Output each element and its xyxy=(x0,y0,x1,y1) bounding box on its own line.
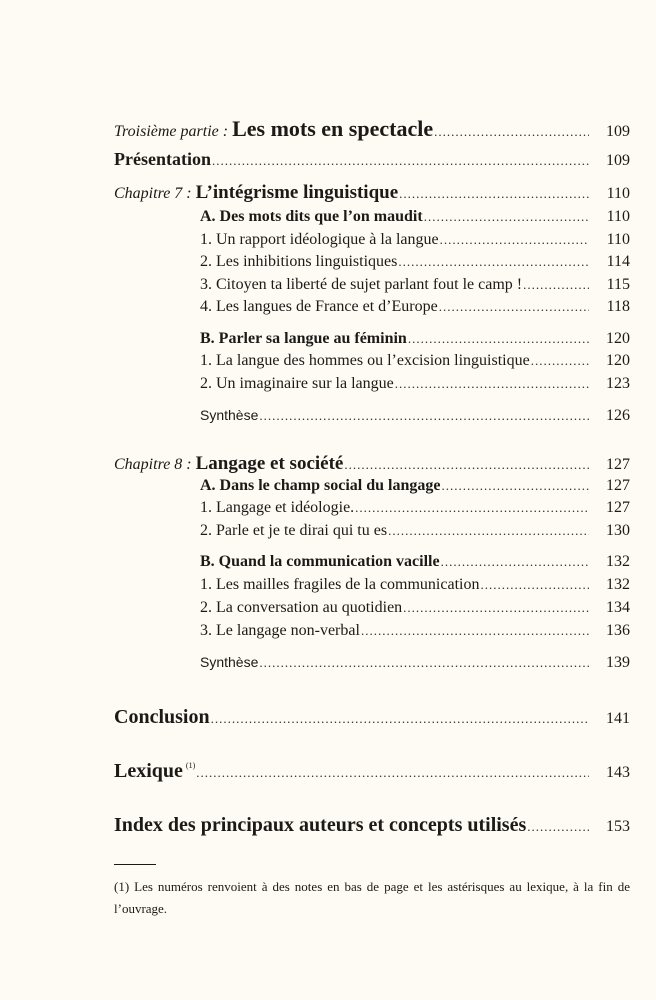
dot-leader xyxy=(441,477,589,495)
dot-leader xyxy=(440,231,589,249)
item-title: 2. La conversation au quotidien xyxy=(200,599,403,616)
toc-entry-item xyxy=(200,276,630,294)
dot-leader xyxy=(344,456,589,474)
footnote-text: (1) Les numéros renvoient à des notes en bas de page et les astérisques au lexique, à la fin de l’ouvrage. xyxy=(114,879,630,916)
page-number: 127 xyxy=(606,477,630,494)
item-title: 1. La langue des hommes ou l’excision linguistique xyxy=(200,352,530,369)
item-title: 1. Les mailles fragiles de la communication xyxy=(200,576,480,593)
page-number: 153 xyxy=(606,818,630,835)
page-number: 110 xyxy=(606,185,630,202)
dot-leader xyxy=(398,253,589,271)
page-number: 127 xyxy=(606,499,630,516)
toc-entry-item xyxy=(200,253,630,271)
section-title: A. Dans le champ social du langage xyxy=(200,477,441,494)
dot-leader xyxy=(361,622,589,640)
page-number: 141 xyxy=(606,710,630,727)
dot-leader xyxy=(196,764,589,782)
chapter-title: Langage et société xyxy=(195,453,344,474)
toc-entry-item xyxy=(200,499,630,517)
page-number: 130 xyxy=(606,522,630,539)
toc-entry-presentation xyxy=(114,150,630,170)
toc-entry-section xyxy=(200,208,630,226)
index-title: Index des principaux auteurs et concepts utilisés xyxy=(114,814,527,836)
toc-entry-section xyxy=(200,330,630,348)
toc-entry-chapter-8 xyxy=(114,454,630,475)
dot-leader xyxy=(399,185,589,203)
footnote-divider xyxy=(114,864,156,865)
dot-leader xyxy=(408,330,589,348)
synthese-title: Synthèse xyxy=(200,407,259,423)
toc-entry-index xyxy=(114,814,630,836)
toc-entry-section xyxy=(200,477,630,495)
conclusion-title: Conclusion xyxy=(114,706,210,728)
toc-entry-item xyxy=(200,231,630,249)
page-number: 132 xyxy=(606,553,630,570)
toc-entry-item xyxy=(200,352,630,370)
page-number: 109 xyxy=(606,152,630,169)
page-number: 132 xyxy=(606,576,630,593)
lexique-title: Lexique xyxy=(114,760,183,782)
dot-leader xyxy=(259,654,589,672)
page-number: 120 xyxy=(606,330,630,347)
toc-entry-part xyxy=(114,117,630,141)
dot-leader xyxy=(480,576,589,594)
item-title: 1. Langage et idéologie. xyxy=(200,499,355,516)
page-number: 118 xyxy=(606,298,630,315)
footnote-marker: (1) xyxy=(185,761,196,770)
dot-leader xyxy=(439,298,589,316)
chapter-prefix: Chapitre 8 : xyxy=(114,456,192,473)
item-title: 3. Citoyen ta liberté de sujet parlant fout le camp ! xyxy=(200,276,523,293)
page-number: 120 xyxy=(606,352,630,369)
page-number: 126 xyxy=(606,407,630,424)
dot-leader xyxy=(527,818,589,836)
toc-entry-item xyxy=(200,576,630,594)
page-number: 110 xyxy=(606,231,630,248)
toc-entry-item xyxy=(200,522,630,540)
synthese-title: Synthèse xyxy=(200,654,259,670)
page-number: 109 xyxy=(606,123,630,140)
dot-leader xyxy=(434,123,589,141)
page-number: 110 xyxy=(606,208,630,225)
item-title: 2. Parle et je te dirai qui tu es xyxy=(200,522,388,539)
section-title: B. Parler sa langue au féminin xyxy=(200,330,407,347)
dot-leader xyxy=(388,522,589,540)
page-number: 139 xyxy=(606,654,630,671)
dot-leader xyxy=(531,352,589,370)
item-title: 3. Le langage non-verbal xyxy=(200,622,360,639)
toc-entry-item xyxy=(200,622,630,640)
toc-entry-lexique xyxy=(114,760,630,782)
part-prefix: Troisième partie : xyxy=(114,123,229,140)
toc-entry-item xyxy=(200,599,630,617)
toc-entry-section xyxy=(200,553,630,571)
dot-leader xyxy=(259,407,589,425)
presentation-title: Présentation xyxy=(114,149,211,169)
dot-leader xyxy=(355,499,589,517)
page-number: 143 xyxy=(606,764,630,781)
page-number: 136 xyxy=(606,622,630,639)
dot-leader xyxy=(403,599,589,617)
toc-entry-item xyxy=(200,375,630,393)
toc-entry-chapter-7 xyxy=(114,183,630,204)
page-number: 123 xyxy=(606,375,630,392)
dot-leader xyxy=(523,276,589,294)
page-number: 134 xyxy=(606,599,630,616)
page-number: 127 xyxy=(606,456,630,473)
chapter-prefix: Chapitre 7 : xyxy=(114,185,192,202)
chapter-title: L’intégrisme linguistique xyxy=(195,182,399,203)
dot-leader xyxy=(424,208,589,226)
dot-leader xyxy=(441,553,589,571)
toc-entry-synthese xyxy=(200,654,630,672)
dot-leader xyxy=(212,152,589,170)
toc-entry-synthese xyxy=(200,407,630,425)
dot-leader xyxy=(395,375,589,393)
item-title: 2. Les inhibitions linguistiques xyxy=(200,253,398,270)
item-title: 4. Les langues de France et d’Europe xyxy=(200,298,438,315)
section-title: A. Des mots dits que l’on maudit xyxy=(200,208,423,225)
dot-leader xyxy=(211,710,589,728)
item-title: 2. Un imaginaire sur la langue xyxy=(200,375,394,392)
toc-entry-conclusion xyxy=(114,706,630,728)
item-title: 1. Un rapport idéologique à la langue xyxy=(200,231,439,248)
toc-entry-item xyxy=(200,298,630,316)
section-title: B. Quand la communication vacille xyxy=(200,553,440,570)
page-number: 115 xyxy=(606,276,630,293)
part-title: Les mots en spectacle xyxy=(232,116,434,141)
page-number: 114 xyxy=(606,253,630,270)
